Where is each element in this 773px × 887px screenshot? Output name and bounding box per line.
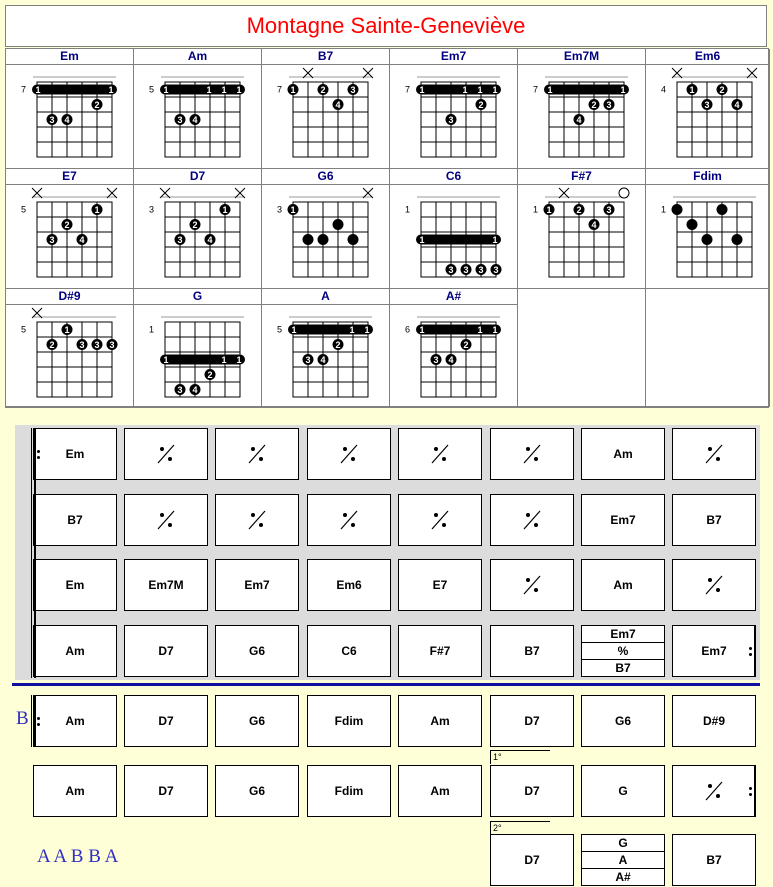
svg-text:2: 2 [94, 100, 100, 110]
chord-cell-e7 [6, 169, 134, 289]
svg-text:1: 1 [492, 235, 498, 245]
chord-name: A [262, 289, 389, 305]
bar-a-1-0: B7 [33, 494, 117, 546]
svg-text:1: 1 [290, 85, 296, 95]
repeat-bar-icon [672, 428, 756, 480]
svg-text:4: 4 [192, 385, 198, 395]
chord-name: E7 [6, 169, 133, 185]
svg-text:1: 1 [462, 85, 468, 95]
empty-cell [518, 289, 646, 407]
chord-name: D#9 [6, 289, 133, 305]
bar-a-3-2: G6 [215, 625, 299, 677]
svg-text:3: 3 [276, 204, 282, 215]
svg-text:1: 1 [236, 355, 242, 365]
chord-name: Am [134, 49, 261, 65]
song-title: Montagne Sainte-Geneviève [5, 5, 767, 47]
chord-diagram [646, 64, 772, 168]
bar-b-0-5: D7 [490, 695, 574, 747]
chord-cell-asharp [390, 289, 518, 407]
svg-text:1: 1 [547, 85, 553, 95]
chord-cell-fdim [646, 169, 770, 289]
svg-text:7: 7 [404, 84, 410, 95]
chord-diagram [6, 64, 132, 168]
svg-text:1: 1 [221, 355, 227, 365]
bar-a-3-3: C6 [307, 625, 391, 677]
svg-text:5: 5 [276, 324, 282, 335]
chord-cell-g [134, 289, 262, 407]
svg-text:1: 1 [419, 85, 425, 95]
svg-text:4: 4 [734, 100, 740, 110]
repeat-bar-icon [307, 494, 391, 546]
svg-text:3: 3 [433, 355, 439, 365]
svg-text:1: 1 [689, 85, 695, 95]
section-separator [12, 683, 760, 686]
svg-text:3: 3 [177, 115, 183, 125]
repeat-bar-icon [124, 428, 208, 480]
bar-b-0-0: Am [33, 695, 117, 747]
bar-a-3-1: D7 [124, 625, 208, 677]
chord-name: A# [390, 289, 517, 305]
bar-b-0-7: D#9 [672, 695, 756, 747]
svg-text:3: 3 [49, 235, 55, 245]
svg-text:1: 1 [419, 235, 425, 245]
chord-diagram [134, 184, 260, 288]
bar-a-1-6: Em7 [581, 494, 665, 546]
repeat-start-thick [34, 428, 36, 678]
svg-text:1: 1 [419, 325, 425, 335]
chord-diagram [390, 184, 516, 288]
svg-text:1: 1 [532, 204, 538, 215]
svg-text:2: 2 [478, 100, 484, 110]
bar-a-3-7: Em7 [672, 625, 756, 677]
svg-text:3: 3 [448, 265, 454, 275]
repeat-bar-icon [490, 428, 574, 480]
svg-text:1: 1 [64, 325, 70, 335]
svg-text:4: 4 [192, 115, 198, 125]
bar-b-1-1: D7 [124, 765, 208, 817]
chord-cell-fsharp7 [518, 169, 646, 289]
svg-text:2: 2 [576, 205, 582, 215]
svg-text:3: 3 [109, 340, 115, 350]
repeat-bar-icon [398, 428, 482, 480]
bar-a-2-3: Em6 [307, 559, 391, 611]
svg-text:3: 3 [177, 235, 183, 245]
empty-cell [646, 289, 770, 407]
bar-b-2-7: B7 [672, 834, 756, 886]
chord-cell-a [262, 289, 390, 407]
svg-text:2: 2 [49, 340, 55, 350]
repeat-bar-icon [307, 428, 391, 480]
svg-text:7: 7 [532, 84, 538, 95]
bar-a-3-4: F#7 [398, 625, 482, 677]
svg-text:2: 2 [463, 340, 469, 350]
chord-diagram [262, 304, 388, 408]
svg-text:3: 3 [49, 115, 55, 125]
svg-text:1: 1 [660, 204, 666, 215]
bar-b-0-6: G6 [581, 695, 665, 747]
chord-name: Em [6, 49, 133, 65]
chord-cell-em6 [646, 49, 770, 169]
chord-cell-am [134, 49, 262, 169]
chord-diagram [6, 304, 132, 408]
svg-text:1: 1 [94, 205, 100, 215]
svg-text:1: 1 [163, 355, 169, 365]
chord-name: Em7M [518, 49, 645, 65]
repeat-bar-icon [215, 494, 299, 546]
chord-diagram [6, 184, 132, 288]
bar-b-1-2: G6 [215, 765, 299, 817]
bar-b-2-5: D7 [490, 834, 574, 886]
chord-name: D7 [134, 169, 261, 185]
chord-cell-d7 [134, 169, 262, 289]
svg-text:1: 1 [108, 85, 114, 95]
chord-name: Fdim [646, 169, 769, 185]
bar-a-3-0: Am [33, 625, 117, 677]
svg-text:2: 2 [320, 85, 326, 95]
svg-text:3: 3 [79, 340, 85, 350]
svg-text:3: 3 [305, 355, 311, 365]
svg-text:4: 4 [448, 355, 454, 365]
svg-text:2: 2 [192, 220, 198, 230]
svg-text:1: 1 [492, 85, 498, 95]
chord-cell-g6 [262, 169, 390, 289]
repeat-b-start-thin [31, 695, 32, 747]
svg-text:1: 1 [620, 85, 626, 95]
svg-text:1: 1 [163, 85, 169, 95]
chord-cell-c6 [390, 169, 518, 289]
svg-text:1: 1 [477, 85, 483, 95]
bar-b-0-2: G6 [215, 695, 299, 747]
svg-text:3: 3 [463, 265, 469, 275]
bar-a-2-1: Em7M [124, 559, 208, 611]
chord-cell-b7 [262, 49, 390, 169]
svg-text:1: 1 [222, 205, 228, 215]
repeat-bar-icon [490, 494, 574, 546]
bar-b-1-6: G [581, 765, 665, 817]
repeat-bar-icon [124, 494, 208, 546]
svg-text:2: 2 [64, 220, 70, 230]
repeat-b-end-dots [749, 765, 757, 817]
chord-name: G6 [262, 169, 389, 185]
repeat-b-start-thick [34, 695, 36, 747]
bar-b-2-6: G A A# [581, 834, 665, 886]
repeat-start-thin [31, 428, 32, 678]
chord-diagram-table [5, 48, 769, 408]
svg-text:1: 1 [291, 325, 297, 335]
bar-a-1-7: B7 [672, 494, 756, 546]
volta-2: 2° [490, 821, 550, 835]
bar-a-2-6: Am [581, 559, 665, 611]
svg-text:1: 1 [148, 324, 154, 335]
svg-text:4: 4 [79, 235, 85, 245]
svg-text:2: 2 [591, 100, 597, 110]
svg-text:7: 7 [276, 84, 282, 95]
chord-diagram [134, 64, 260, 168]
svg-text:1: 1 [290, 205, 296, 215]
svg-text:1: 1 [546, 205, 552, 215]
section-b-label: B [16, 708, 29, 729]
chord-diagram [262, 64, 388, 168]
svg-text:3: 3 [177, 385, 183, 395]
bar-b-0-1: D7 [124, 695, 208, 747]
repeat-bar-icon [215, 428, 299, 480]
chord-diagram [390, 304, 516, 408]
svg-text:4: 4 [576, 115, 582, 125]
repeat-bar-icon [672, 765, 756, 817]
chord-name: G [134, 289, 261, 305]
svg-text:2: 2 [207, 370, 213, 380]
repeat-b-start-dots [37, 695, 45, 747]
repeat-bar-icon [398, 494, 482, 546]
repeat-bar-icon [490, 559, 574, 611]
chord-cell-em [6, 49, 134, 169]
svg-text:1: 1 [492, 325, 498, 335]
svg-text:7: 7 [20, 84, 26, 95]
bar-b-0-3: Fdim [307, 695, 391, 747]
svg-text:2: 2 [719, 85, 725, 95]
svg-text:4: 4 [660, 84, 666, 95]
svg-text:6: 6 [404, 324, 410, 335]
svg-text:4: 4 [320, 355, 326, 365]
svg-text:3: 3 [606, 100, 612, 110]
svg-text:4: 4 [335, 100, 341, 110]
chord-diagram [390, 64, 516, 168]
svg-text:1: 1 [364, 325, 370, 335]
repeat-bar-icon [672, 559, 756, 611]
svg-text:3: 3 [448, 115, 454, 125]
svg-text:5: 5 [148, 84, 154, 95]
bar-a-0-0: Em [33, 428, 117, 480]
chord-diagram [518, 184, 644, 288]
svg-text:1: 1 [477, 325, 483, 335]
chord-name: B7 [262, 49, 389, 65]
chord-name: Em6 [646, 49, 769, 65]
svg-text:3: 3 [94, 340, 100, 350]
svg-text:1: 1 [404, 204, 410, 215]
repeat-start-dots [37, 428, 45, 480]
chord-name: F#7 [518, 169, 645, 185]
bar-b-1-5: D7 [490, 765, 574, 817]
svg-text:3: 3 [478, 265, 484, 275]
chord-name: Em7 [390, 49, 517, 65]
svg-text:5: 5 [20, 204, 26, 215]
svg-text:1: 1 [206, 85, 212, 95]
svg-text:3: 3 [350, 85, 356, 95]
bar-b-1-4: Am [398, 765, 482, 817]
repeat-end-dots [749, 625, 757, 677]
bar-a-2-2: Em7 [215, 559, 299, 611]
bar-a-2-4: E7 [398, 559, 482, 611]
svg-text:1: 1 [349, 325, 355, 335]
svg-text:1: 1 [35, 85, 41, 95]
svg-text:2: 2 [335, 340, 341, 350]
form-sequence: A A B B A [37, 846, 119, 867]
bar-a-3-6: Em7 % B7 [581, 625, 665, 677]
bar-b-0-4: Am [398, 695, 482, 747]
volta-1: 1° [490, 750, 550, 764]
bar-a-2-0: Em [33, 559, 117, 611]
chord-cell-em7m [518, 49, 646, 169]
bar-b-1-3: Fdim [307, 765, 391, 817]
chord-diagram [646, 184, 772, 288]
chord-name: C6 [390, 169, 517, 185]
chord-diagram [518, 64, 644, 168]
svg-text:4: 4 [64, 115, 70, 125]
svg-text:1: 1 [236, 85, 242, 95]
chord-cell-em7 [390, 49, 518, 169]
bar-a-3-5: B7 [490, 625, 574, 677]
svg-text:3: 3 [493, 265, 499, 275]
chord-diagram [262, 184, 388, 288]
svg-text:3: 3 [704, 100, 710, 110]
bar-a-0-6: Am [581, 428, 665, 480]
svg-text:1: 1 [221, 85, 227, 95]
svg-text:3: 3 [148, 204, 154, 215]
chord-cell-dsharp9 [6, 289, 134, 407]
svg-text:4: 4 [207, 235, 213, 245]
svg-text:4: 4 [591, 220, 597, 230]
svg-text:5: 5 [20, 324, 26, 335]
svg-text:3: 3 [606, 205, 612, 215]
bar-b-1-0: Am [33, 765, 117, 817]
chord-diagram [134, 304, 260, 408]
